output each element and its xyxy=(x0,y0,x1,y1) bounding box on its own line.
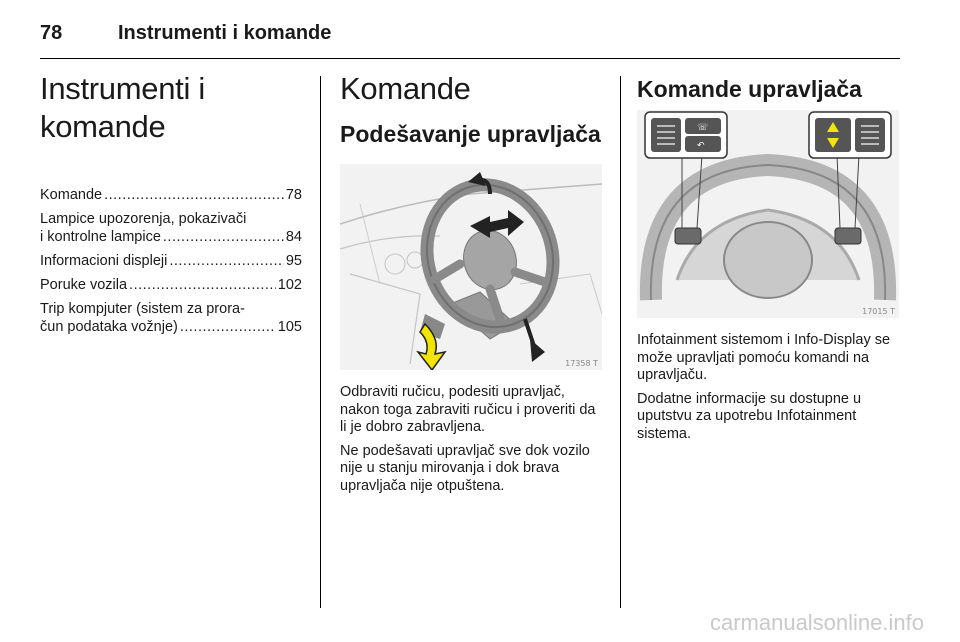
header-divider xyxy=(40,58,900,59)
chapter-title: Instrumenti i komande xyxy=(40,71,205,144)
toc-text: Trip kompjuter (sistem za prora- xyxy=(40,301,245,317)
toc-entry-trip[interactable] xyxy=(40,300,302,336)
page-header xyxy=(40,18,900,48)
steering-wheel-controls-illustration xyxy=(637,110,899,318)
column-divider-2 xyxy=(620,76,621,608)
section-title: Komande xyxy=(340,71,471,106)
figure-code: 17358 T xyxy=(565,359,598,368)
instruction-paragraph: Odbraviti ručicu, podesiti upravljač, nakon toga zabraviti ručicu i proveriti da li je dobro zabravljena. xyxy=(340,384,596,435)
header-title: Instrumenti i komande xyxy=(118,22,332,44)
steering-adjust-column xyxy=(340,70,602,501)
toc-text: i kontrolne lampice xyxy=(40,229,161,245)
watermark: carmanualsonline.info xyxy=(709,610,924,635)
subsection-title: Podešavanje upravljača xyxy=(340,121,601,147)
steering-controls-column xyxy=(637,70,899,449)
toc-page: 78 xyxy=(285,187,302,203)
toc-text: Komande xyxy=(40,187,103,203)
toc-entry-komande[interactable] xyxy=(40,186,302,204)
toc-text: čun podataka vožnje) xyxy=(40,319,178,335)
reference-paragraph: Dodatne informacije su dostupne u uputstvu za upotrebu Infotainment sistema. xyxy=(637,390,862,442)
toc-text: Lampice upozorenja, pokazivači xyxy=(40,211,247,227)
toc-text: Informacioni displeji xyxy=(40,253,168,269)
column-divider-1 xyxy=(320,76,321,608)
svg-text:↶: ↶ xyxy=(697,141,705,151)
infotainment-paragraph: Infotainment sistemom i Info-Display se može upravljati pomoću komandi na upravljaču. xyxy=(637,332,891,383)
toc-entry-lampice[interactable] xyxy=(40,210,302,246)
toc-page: 105 xyxy=(277,319,302,335)
table-of-contents xyxy=(40,186,302,336)
steering-adjust-illustration xyxy=(340,164,602,370)
figure-code: 17015 T xyxy=(862,307,895,316)
toc-page: 84 xyxy=(285,229,302,245)
page-number: 78 xyxy=(40,22,63,44)
toc-entry-displeji[interactable] xyxy=(40,252,302,270)
toc-page: 102 xyxy=(277,277,302,293)
toc-page: 95 xyxy=(285,253,302,269)
toc-entry-poruke[interactable] xyxy=(40,276,302,294)
section-title: Komande upravljača xyxy=(637,76,862,102)
svg-text:☏: ☏ xyxy=(697,123,709,133)
toc-text: Poruke vozila xyxy=(40,277,128,293)
warning-paragraph: Ne podešavati upravljač sve dok vozilo nije u stanju mirovanja i dok brava upravljača nije otpuštena. xyxy=(340,442,590,494)
chapter-contents-column xyxy=(40,70,302,342)
